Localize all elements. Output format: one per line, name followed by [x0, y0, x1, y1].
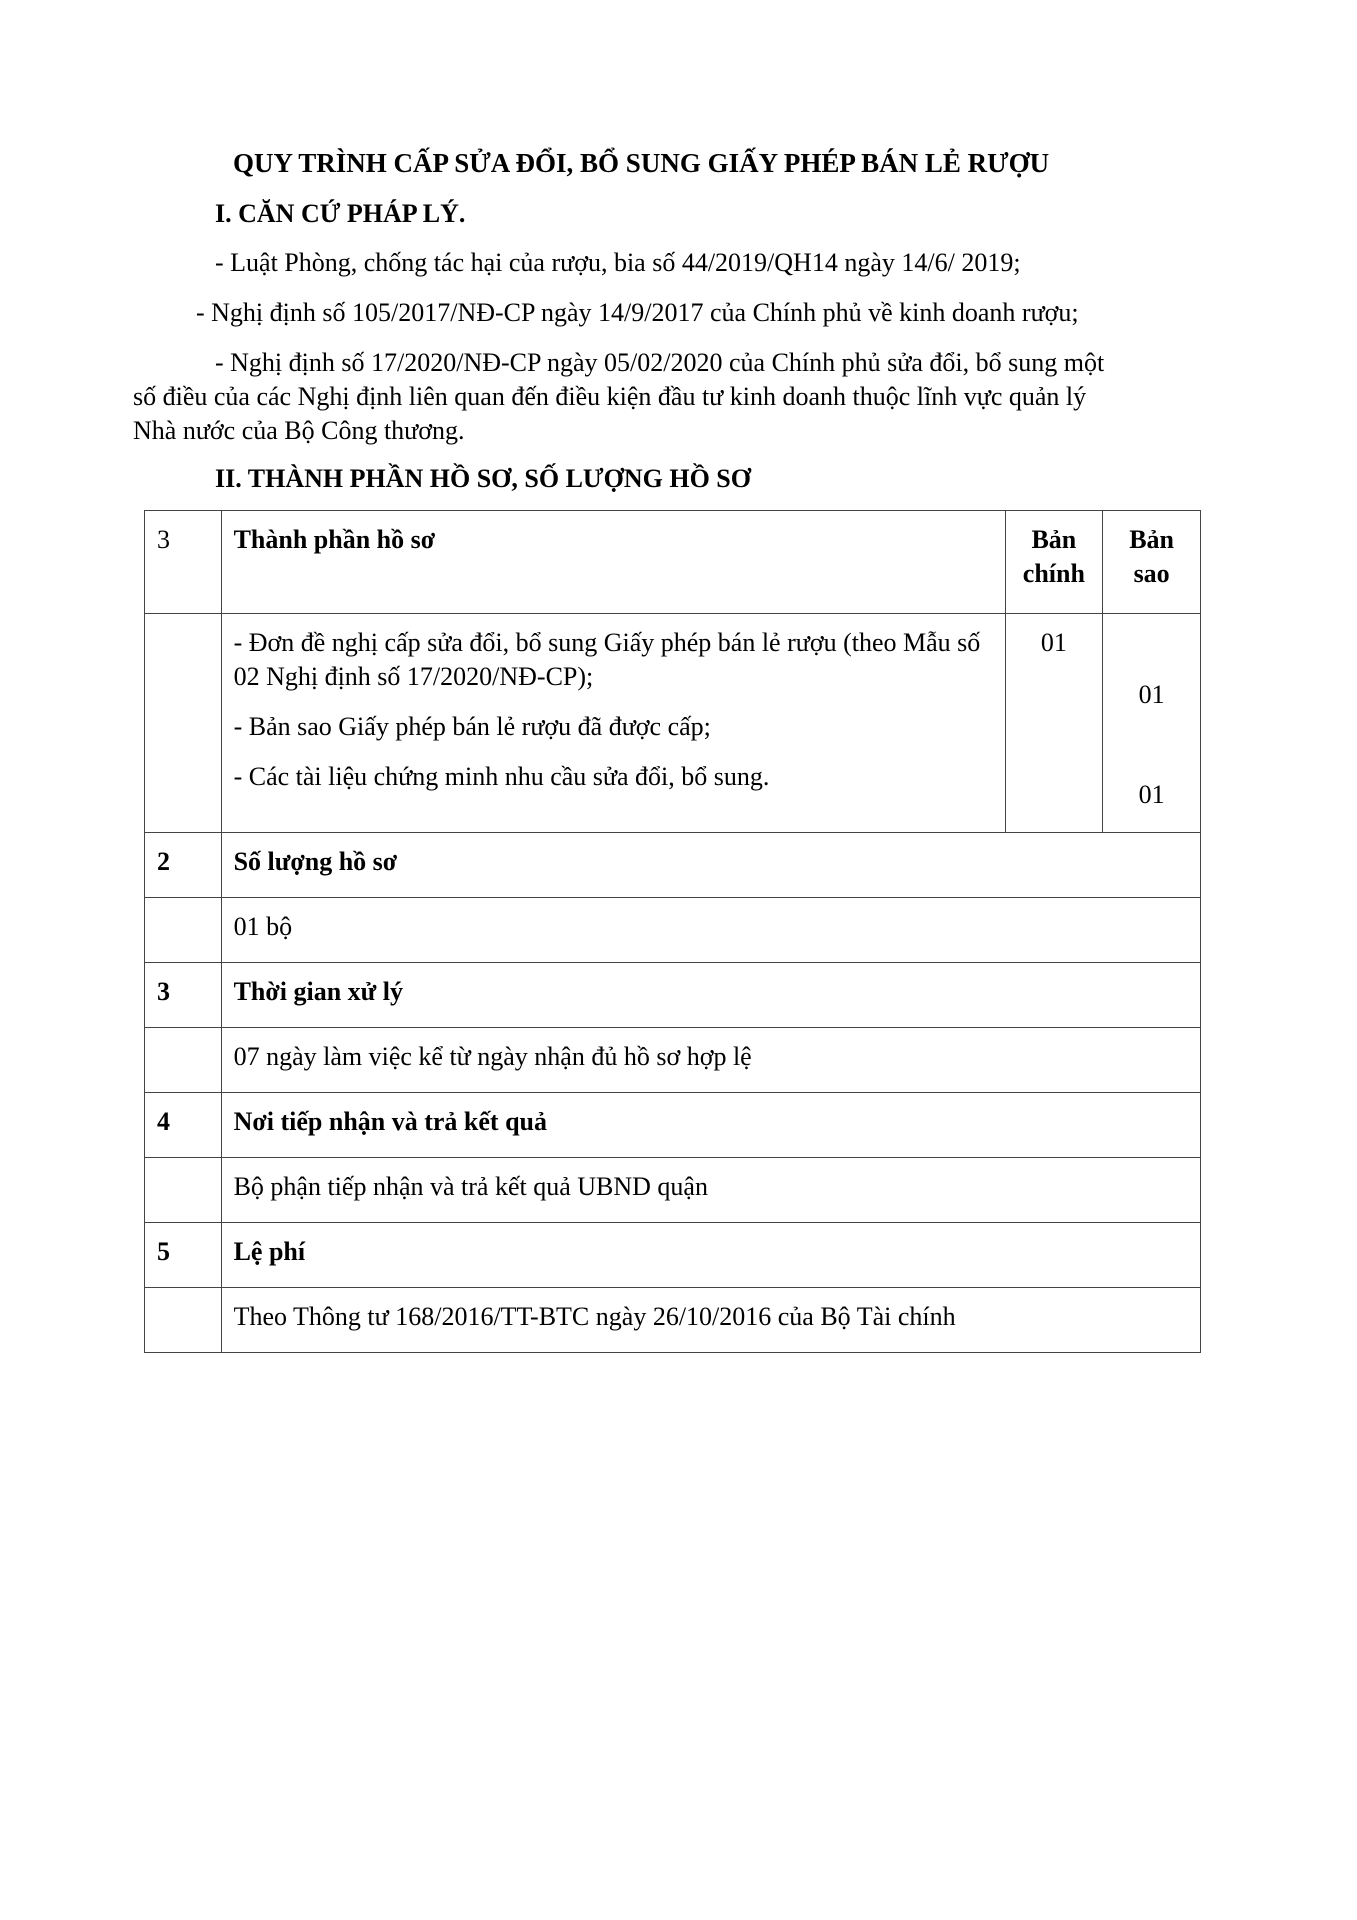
table-row [145, 1223, 1201, 1288]
table-cell [145, 1093, 222, 1158]
row-value: Bộ phận tiếp nhận và trả kết quả UBND quận [233, 1172, 708, 1201]
table-row-documents [145, 614, 1201, 833]
column-header-text: Bản [1031, 525, 1077, 554]
table-cell [221, 833, 1200, 898]
legal-basis-item-continued: Nhà nước của Bộ Công thương. [133, 416, 465, 445]
table-cell [1005, 614, 1103, 833]
table-cell [1103, 614, 1201, 833]
table-cell [221, 614, 1005, 833]
table-cell [145, 963, 222, 1028]
row-number: 3 [157, 525, 170, 554]
table-cell [145, 1028, 222, 1093]
table-cell [1005, 511, 1103, 614]
table-cell [221, 1288, 1200, 1353]
section-heading-legal-basis: I. CĂN CỨ PHÁP LÝ. [215, 199, 466, 228]
table-cell [145, 1288, 222, 1353]
row-number: 2 [157, 847, 170, 876]
table-row [145, 1288, 1201, 1353]
table-row [145, 963, 1201, 1028]
ban-sao-value: 01 [1138, 680, 1165, 709]
row-value: 01 bộ [233, 912, 293, 941]
row-label: Thời gian xử lý [233, 977, 404, 1006]
row-label: Lệ phí [233, 1237, 306, 1266]
row-label: Thành phần hồ sơ [233, 525, 436, 554]
table-cell [221, 511, 1005, 614]
row-label: Nơi tiếp nhận và trả kết quả [233, 1107, 548, 1136]
ban-chinh-value: 01 [1040, 628, 1067, 657]
column-header-text: chính [1022, 559, 1085, 588]
table-cell [145, 898, 222, 963]
list-item: - Các tài liệu chứng minh nhu cầu sửa đổi, bổ sung. [233, 762, 770, 791]
table-cell [145, 511, 222, 614]
row-number: 3 [157, 977, 170, 1006]
table-cell [145, 833, 222, 898]
table-row [145, 1158, 1201, 1223]
table-cell [1103, 511, 1201, 614]
row-value: Theo Thông tư 168/2016/TT-BTC ngày 26/10/2016 của Bộ Tài chính [233, 1302, 956, 1331]
column-header-ban-sao [1103, 511, 1200, 591]
row-number: 5 [157, 1237, 170, 1266]
legal-basis-item: - Luật Phòng, chống tác hại của rượu, bia số 44/2019/QH14 ngày 14/6/ 2019; [215, 248, 1021, 277]
table-row [145, 1093, 1201, 1158]
legal-basis-item: - Nghị định số 105/2017/NĐ-CP ngày 14/9/2017 của Chính phủ về kinh doanh rượu; [196, 298, 1079, 327]
table-row [145, 1028, 1201, 1093]
table-cell [221, 963, 1200, 1028]
row-value: 07 ngày làm việc kể từ ngày nhận đủ hồ sơ hợp lệ [233, 1042, 752, 1071]
table-cell [145, 1223, 222, 1288]
table-cell [221, 1028, 1200, 1093]
row-number: 4 [157, 1107, 170, 1136]
table-cell [221, 1158, 1200, 1223]
ban-sao-value: 01 [1138, 780, 1165, 809]
legal-basis-item-continued: số điều của các Nghị định liên quan đến điều kiện đầu tư kinh doanh thuộc lĩnh vực quản lý [133, 382, 1087, 411]
table-cell [221, 1223, 1200, 1288]
table-cell [145, 1158, 222, 1223]
column-header-text: sao [1133, 559, 1170, 588]
procedure-table [144, 510, 1201, 1353]
table-row [145, 898, 1201, 963]
section-heading-documents: II. THÀNH PHẦN HỒ SƠ, SỐ LƯỢNG HỒ SƠ [215, 464, 751, 493]
table-cell [145, 614, 222, 833]
table-cell [221, 1093, 1200, 1158]
table-header-row [145, 511, 1201, 614]
table-cell [221, 898, 1200, 963]
column-header-text: Bản [1129, 525, 1175, 554]
table-row [145, 833, 1201, 898]
document-list [222, 614, 1005, 794]
legal-basis-item: - Nghị định số 17/2020/NĐ-CP ngày 05/02/2020 của Chính phủ sửa đổi, bổ sung một [215, 348, 1105, 377]
document-title: QUY TRÌNH CẤP SỬA ĐỔI, BỔ SUNG GIẤY PHÉP BÁN LẺ RƯỢU [233, 148, 1050, 178]
list-item: - Đơn đề nghị cấp sửa đổi, bổ sung Giấy phép bán lẻ rượu (theo Mẫu số 02 Nghị định số 17/2020/NĐ-CP); [233, 628, 981, 691]
list-item: - Bản sao Giấy phép bán lẻ rượu đã được cấp; [233, 712, 711, 741]
column-header-ban-chinh [1006, 511, 1103, 591]
row-label: Số lượng hồ sơ [233, 847, 398, 876]
